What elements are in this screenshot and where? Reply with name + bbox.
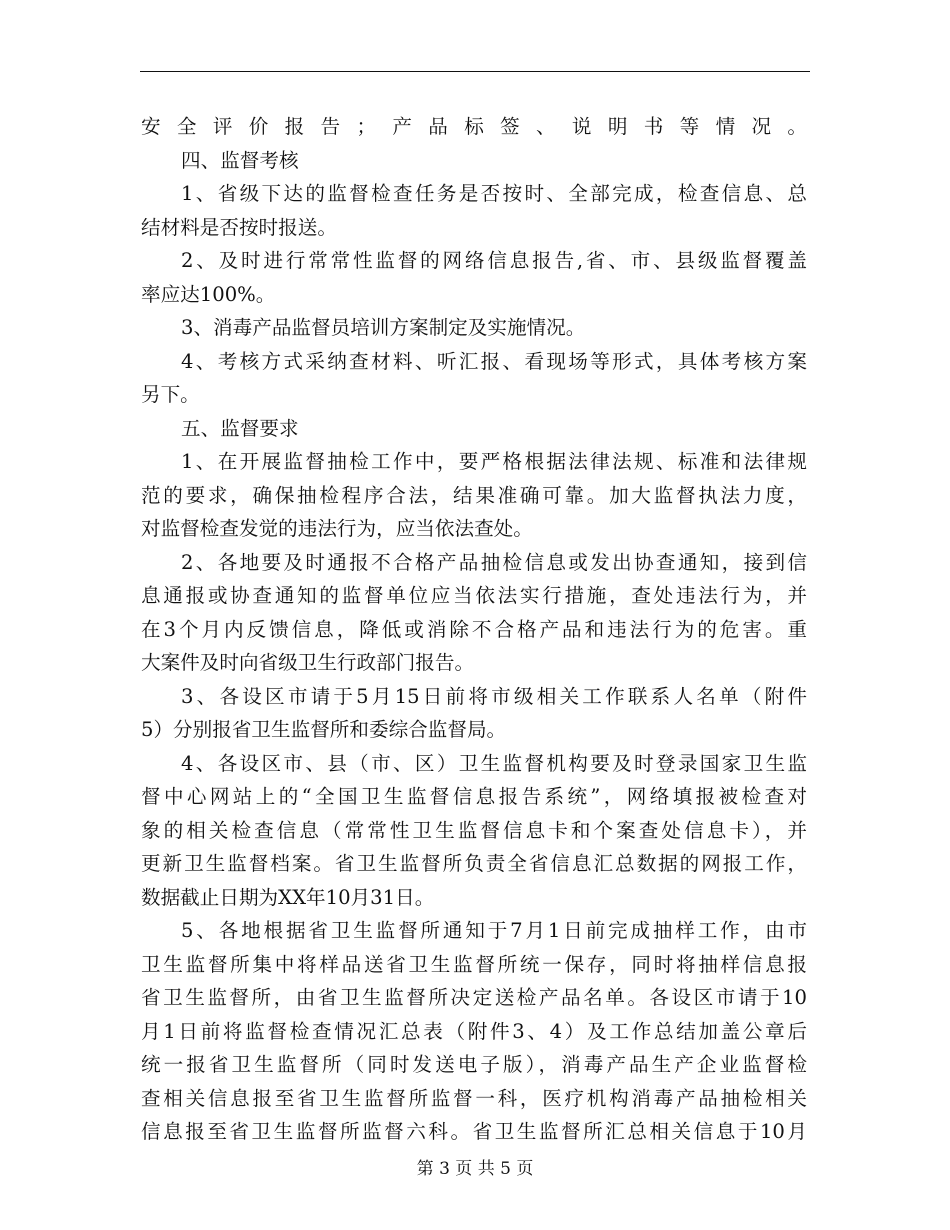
section-heading: 四、监督考核 [181, 148, 299, 172]
text-line: 在3个月内反馈信息，降低或消除不合格产品和违法行为的危害。重 [141, 617, 807, 641]
text-line: 5、各地根据省卫生监督所通知于7月1日前完成抽样工作，由市 [181, 919, 807, 942]
text-line: 另下。 [141, 383, 200, 406]
text-line: 4、考核方式采纳查材料、听汇报、看现场等形式，具体考核方案 [181, 349, 807, 373]
text-line: 对监督检查发觉的违法行为，应当依法查处。 [141, 517, 533, 540]
text-line: 范的要求，确保抽检程序合法，结果准确可靠。加大监督执法力度， [141, 483, 807, 507]
text-line: 省卫生监督所，由省卫生监督所决定送检产品名单。各设区市请于10 [141, 986, 807, 1009]
text-line: 数据截止日期为XX年10月31日。 [141, 885, 435, 909]
text-line: 1、省级下达的监督检查任务是否按时、全部完成，检查信息、总 [181, 182, 807, 205]
text-line: 2、各地要及时通报不合格产品抽检信息或发出协查通知，接到信 [181, 550, 807, 574]
text-line: 督中心网站上的“全国卫生监督信息报告系统”，网络填报被检查对 [141, 785, 807, 808]
text-line: 3、各设区市请于5月15日前将市级相关工作联系人名单（附件 [181, 684, 807, 708]
text-line: 息通报或协查通知的监督单位应当依法实行措施，查处违法行为，并 [141, 584, 807, 607]
document-body [141, 110, 807, 1149]
text-line: 大案件及时向省级卫生行政部门报告。 [141, 651, 475, 674]
text-line: 3、消毒产品监督员培训方案制定及实施情况。 [181, 316, 586, 339]
text-line: 安全评价报告；产品标签、说明书等情况。 [141, 115, 807, 138]
text-line: 2、及时进行常常性监督的网络信息报告,省、市、县级监督覆盖 [181, 249, 807, 272]
text-line: 5）分别报省卫生监督所和委综合监督局。 [141, 718, 507, 741]
text-line: 月1日前将监督检查情况汇总表（附件3、4）及工作总结加盖公章后 [141, 1019, 807, 1043]
text-line: 信息报至省卫生监督所监督六科。省卫生监督所汇总相关信息于10月 [141, 1120, 807, 1143]
text-line: 1、在开展监督抽检工作中，要严格根据法律法规、标准和法律规 [181, 450, 807, 473]
text-line: 率应达100%。 [141, 282, 276, 306]
text-line: 更新卫生监督档案。省卫生监督所负责全省信息汇总数据的网报工作， [141, 852, 807, 875]
text-line: 统一报省卫生监督所（同时发送电子版），消毒产品生产企业监督检 [141, 1053, 807, 1076]
text-line: 象的相关检查信息（常常性卫生监督信息卡和个案查处信息卡），并 [141, 818, 807, 842]
text-line: 4、各设区市、县（市、区）卫生监督机构要及时登录国家卫生监 [181, 751, 807, 775]
section-heading: 五、监督要求 [181, 416, 299, 440]
page-number: 第 3 页 共 5 页 [416, 1159, 534, 1179]
text-line: 查相关信息报至省卫生监督所监督一科，医疗机构消毒产品抽检相关 [141, 1086, 807, 1110]
header-rule [140, 71, 810, 72]
text-line: 卫生监督所集中将样品送省卫生监督所统一保存，同时将抽样信息报 [141, 952, 807, 976]
text-line: 结材料是否按时报送。 [141, 215, 337, 239]
